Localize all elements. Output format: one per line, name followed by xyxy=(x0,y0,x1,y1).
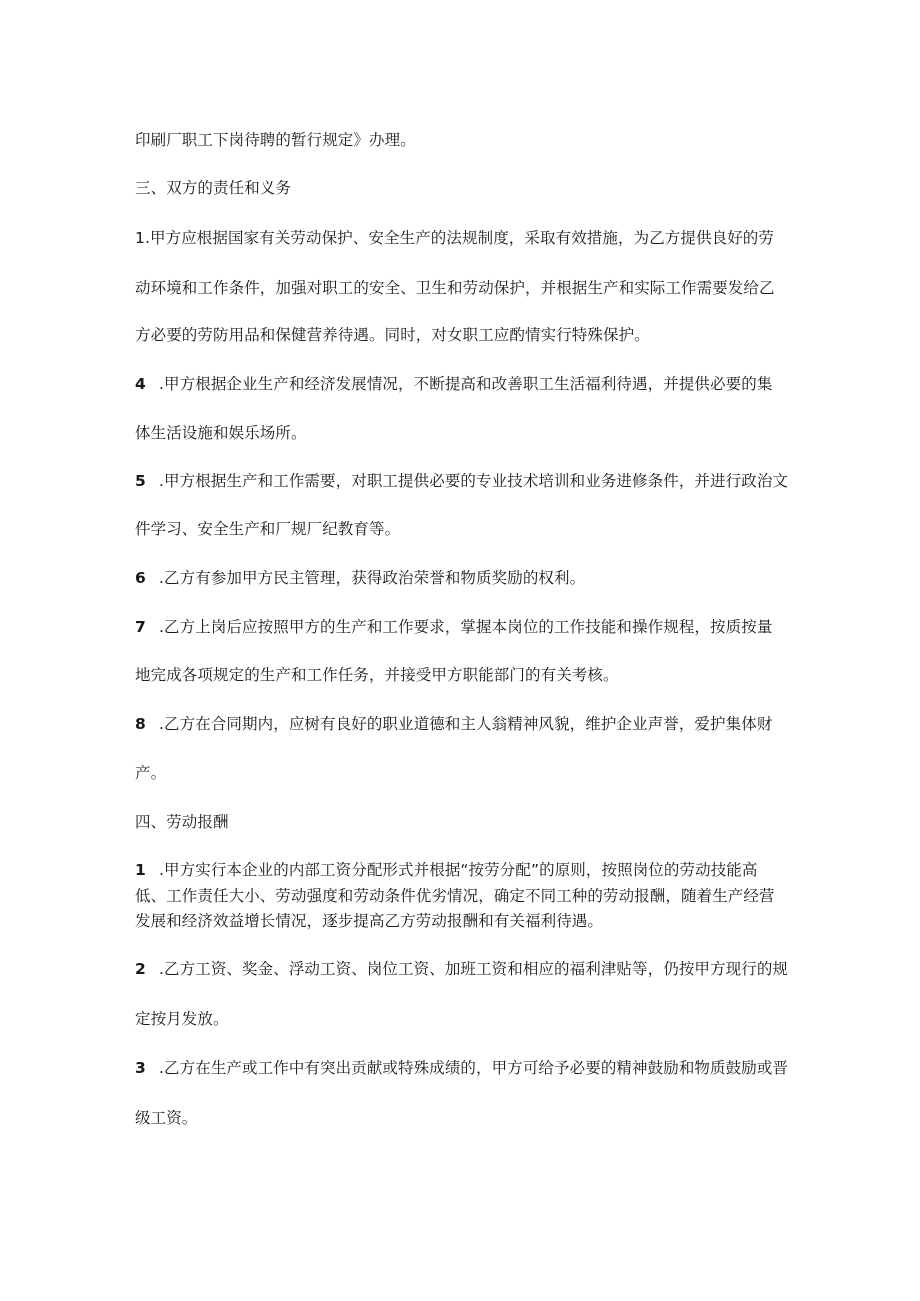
clause-text: .乙方上岗后应按照甲方的生产和工作要求，掌握本岗位的工作技能和操作规程，按质按量 xyxy=(159,618,773,636)
text-line: 动环境和工作条件，加强对职工的安全、卫生和劳动保护，并根据生产和实际工作需要发给乙 xyxy=(135,279,775,297)
clause-1 xyxy=(135,860,758,880)
clause-text: .甲方根据企业生产和经济发展情况，不断提高和改善职工生活福利待遇，并提供必要的集 xyxy=(159,375,773,393)
clause-7 xyxy=(135,617,772,637)
clause-3 xyxy=(135,1058,788,1078)
section-heading-3: 三、双方的责任和义务 xyxy=(135,179,292,197)
text-line: 低、工作责任大小、劳动强度和劳动条件优劣情况，确定不同工种的劳动报酬，随着生产经营 xyxy=(135,887,775,905)
clause-number: 1 xyxy=(135,861,146,879)
clause-number: 5 xyxy=(135,472,146,490)
section-heading-4: 四、劳动报酬 xyxy=(135,813,229,831)
clause-text: .乙方在合同期内，应树有良好的职业道德和主人翁精神风貌，维护企业声誉，爱护集体财 xyxy=(159,715,773,733)
text-line: 发展和经济效益增长情况，逐步提高乙方劳动报酬和有关福利待遇。 xyxy=(135,912,604,930)
text-line: 产。 xyxy=(135,764,167,782)
clause-text: .乙方工资、奖金、浮动工资、岗位工资、加班工资和相应的福利津贴等，仍按甲方现行的规 xyxy=(159,960,789,978)
clause-text: .乙方有参加甲方民主管理，获得政治荣誉和物质奖励的权利。 xyxy=(159,569,586,587)
clause-4 xyxy=(135,374,772,394)
clause-number: 8 xyxy=(135,715,146,733)
clause-number: 4 xyxy=(135,375,146,393)
text-line: 方必要的劳防用品和保健营养待遇。同时，对女职工应酌情实行特殊保护。 xyxy=(135,326,650,344)
clause-8 xyxy=(135,714,772,734)
clause-5 xyxy=(135,471,788,491)
clause-2 xyxy=(135,959,788,979)
text-line: 件学习、安全生产和厂规厂纪教育等。 xyxy=(135,520,401,538)
clause-text: .甲方实行本企业的内部工资分配形式并根据“按劳分配”的原则，按照岗位的劳动技能高 xyxy=(159,861,758,879)
clause-number: 2 xyxy=(135,960,146,978)
text-line: 级工资。 xyxy=(135,1109,198,1127)
text-line: 印刷厂职工下岗待聘的暂行规定》办理。 xyxy=(135,131,416,149)
text-line: 体生活设施和娱乐场所。 xyxy=(135,424,307,442)
clause-text: .甲方根据生产和工作需要，对职工提供必要的专业技术培训和业务进修条件，并进行政治文 xyxy=(159,472,789,490)
text-line: 地完成各项规定的生产和工作任务，并接受甲方职能部门的有关考核。 xyxy=(135,666,619,684)
clause-number: 7 xyxy=(135,618,146,636)
text-line: 定按月发放。 xyxy=(135,1010,229,1028)
clause-number: 6 xyxy=(135,569,146,587)
clause-text: .乙方在生产或工作中有突出贡献或特殊成绩的，甲方可给予必要的精神鼓励和物质鼓励或晋 xyxy=(159,1059,789,1077)
clause-6 xyxy=(135,568,585,588)
text-line: 1.甲方应根据国家有关劳动保护、安全生产的法规制度，采取有效措施，为乙方提供良好的劳 xyxy=(135,229,774,247)
clause-number: 3 xyxy=(135,1059,146,1077)
